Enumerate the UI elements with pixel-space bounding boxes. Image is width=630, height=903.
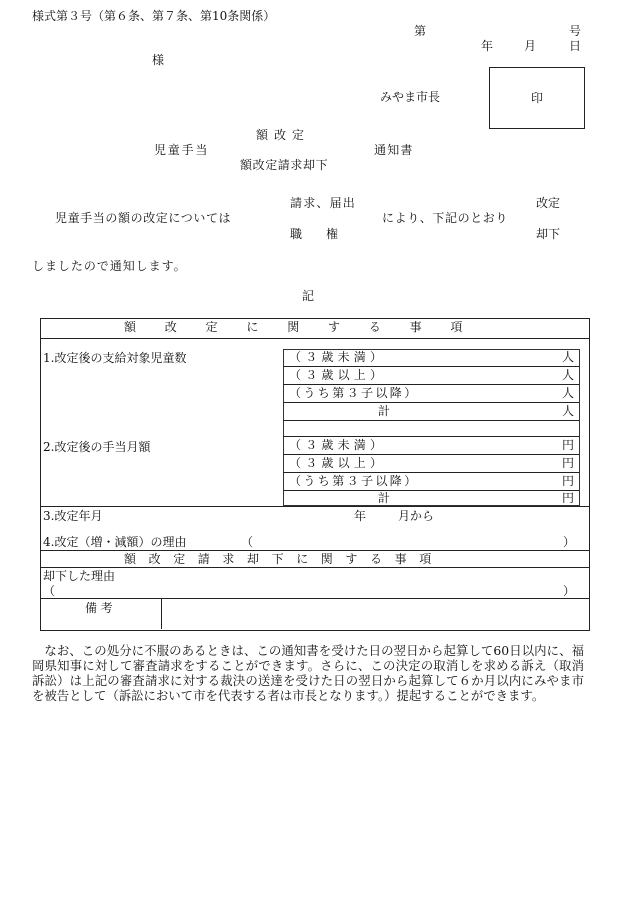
item3-year: 年 (354, 509, 367, 523)
amount-row-label: （うち第３子以降） (289, 474, 419, 488)
count-row-unit: 人 (561, 386, 574, 400)
amount-row-unit: 円 (561, 456, 574, 470)
title-prefix: 児童手当 (154, 143, 210, 157)
item3-month-from: 月から (398, 509, 435, 523)
ki-heading: 記 (302, 289, 315, 303)
amount-total-row (283, 491, 578, 504)
form-number: 様式第３号（第６条、第７条、第10条関係） (32, 9, 276, 23)
count-row (283, 367, 578, 384)
amount-row-unit: 円 (561, 474, 574, 488)
sentence-lead: 児童手当の額の改定については (55, 211, 232, 225)
appeal-notice: なお、この処分に不服のあるときは、この通知書を受けた日の翌日から起算して60日以内に、福岡県知事に対して審査請求をすることができます。さらに、この決定の取消しを求める訴え（取消訴訟）は上記の審査請求に対する裁決の送達を受けた日の翌日から起算して６か月以内にみやま市を被告として（訴訟において市を代表する者は市長となります。）提起することができます。 (32, 643, 584, 703)
issuer-name: みやま市長 (380, 90, 441, 104)
item3-label: 3.改定年月 (43, 509, 103, 523)
count-row-unit: 人 (561, 368, 574, 382)
amount-row-unit: 円 (561, 438, 574, 452)
remarks-label: 備考 (85, 601, 117, 615)
sentence-closing: しましたので通知します。 (32, 259, 187, 273)
remarks-divider (161, 598, 162, 629)
count-total-label: 計 (378, 404, 391, 418)
seal-label: 印 (531, 91, 544, 105)
revision-header: 額改定に関する事項 (124, 320, 492, 334)
item2-label: 2.改定後の手当月額 (43, 440, 151, 454)
amount-row (283, 473, 578, 490)
count-row-unit: 人 (561, 350, 574, 364)
title-option-revision: 額改定 (256, 128, 311, 142)
count-row-label: （うち第３子以降） (289, 386, 419, 400)
amount-row-label: （３歳未満） (289, 438, 387, 452)
sentence-middle: により、下記のとおり (382, 211, 509, 225)
recipient-suffix: 様 (152, 53, 165, 67)
item4-open-paren: （ (241, 535, 254, 549)
count-row-label: （３歳以上） (289, 368, 387, 382)
rejection-open-paren: （ (43, 584, 56, 598)
date-year-label: 年 (481, 39, 494, 53)
count-row-label: （３歳未満） (289, 350, 387, 364)
divider (40, 567, 589, 568)
count-total-unit: 人 (561, 404, 574, 418)
item4-label: 4.改定（増・減額）の理由 (43, 535, 187, 549)
amount-total-unit: 円 (561, 491, 574, 505)
divider (283, 420, 579, 421)
count-row (283, 349, 578, 366)
amount-row (283, 455, 578, 472)
rejection-reason-label: 却下した理由 (43, 569, 116, 583)
title-option-rejection: 額改定請求却下 (240, 158, 329, 172)
amount-row-label: （３歳以上） (289, 456, 387, 470)
option-request: 請求、届出 (290, 196, 357, 210)
amount-total-label: 計 (378, 491, 391, 505)
option-revise: 改定 (536, 196, 561, 210)
count-row (283, 385, 578, 402)
document-number-suffix: 号 (569, 24, 582, 38)
date-day-label: 日 (569, 39, 582, 53)
document-number-prefix: 第 (414, 24, 427, 38)
amount-row (283, 437, 578, 454)
item1-label: 1.改定後の支給対象児童数 (43, 351, 187, 365)
divider (40, 550, 589, 551)
option-authority: 職 権 (290, 227, 339, 241)
date-month-label: 月 (524, 39, 537, 53)
count-total-row (283, 403, 578, 420)
divider (40, 338, 589, 339)
item4-close-paren: ） (563, 535, 576, 549)
divider (40, 506, 589, 507)
rejection-header: 額改定請求却下に関する事項 (124, 552, 444, 566)
divider (40, 598, 589, 599)
title-suffix: 通知書 (374, 143, 414, 157)
rejection-close-paren: ） (563, 584, 576, 598)
seal-box (489, 67, 585, 129)
option-reject: 却下 (536, 227, 561, 241)
